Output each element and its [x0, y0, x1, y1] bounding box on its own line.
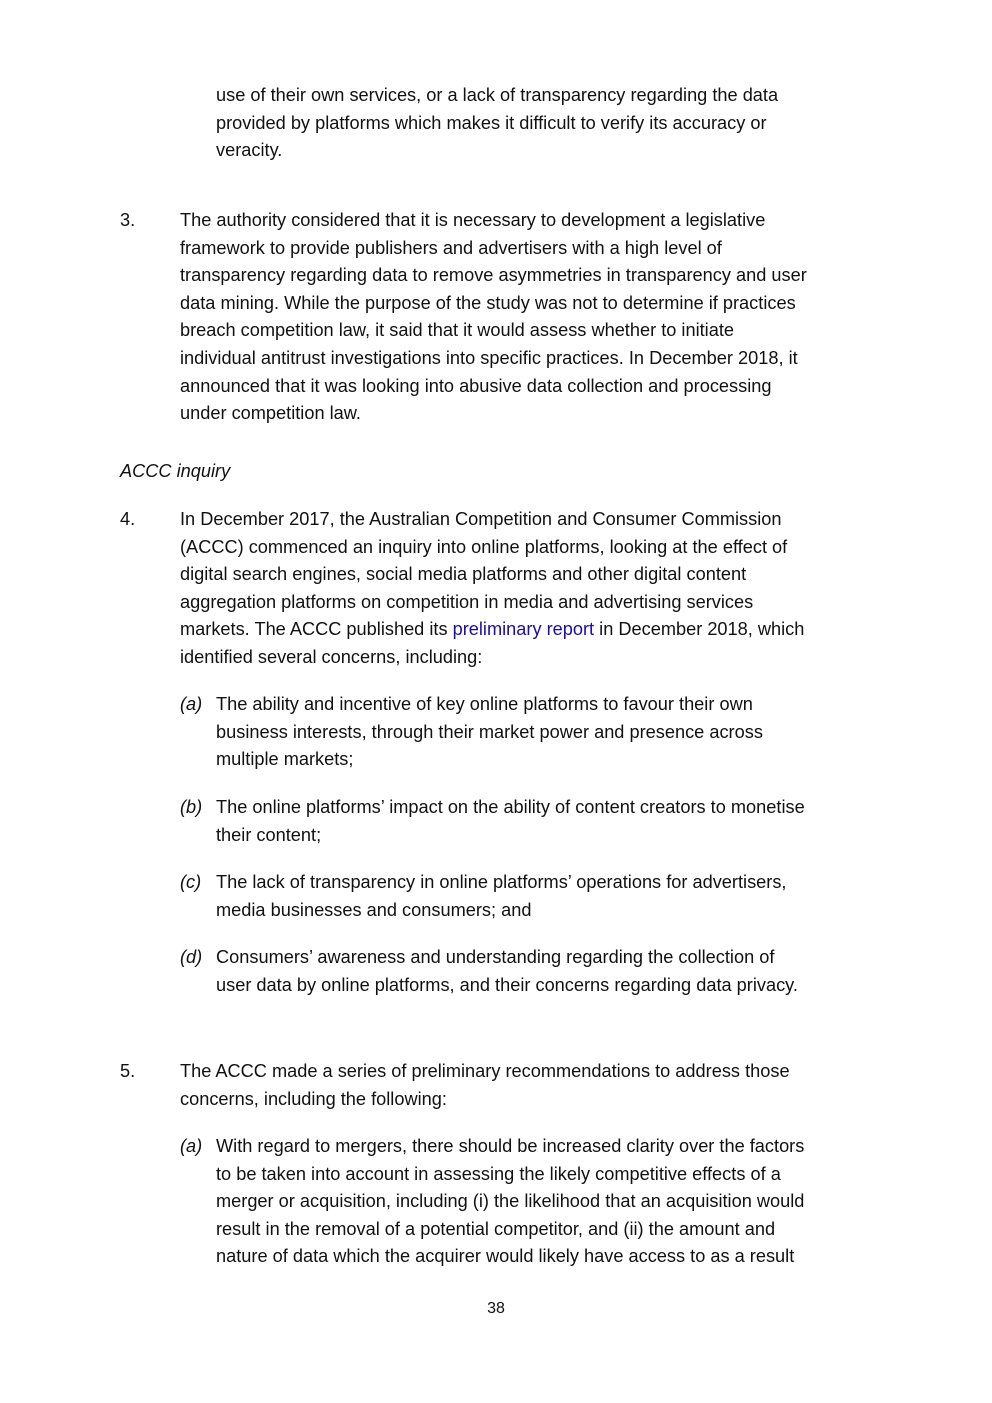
list-item	[216, 1133, 804, 1271]
text-line: their content;	[216, 824, 322, 845]
list-item	[216, 794, 805, 849]
paragraph-5	[180, 1058, 790, 1113]
text-line: nature of data which the acquirer would likely have access to as a result	[216, 1246, 795, 1267]
preliminary-report-link[interactable]: preliminary report	[452, 619, 595, 640]
text-line: announced that it was looking into abusive data collection and processing	[180, 375, 772, 396]
page-number: 38	[487, 1300, 505, 1317]
text-line: The online platforms’ impact on the ability of content creators to monetise	[216, 797, 805, 817]
text-line: The authority considered that it is necessary to development a legislative	[180, 210, 766, 230]
list-item	[216, 944, 798, 999]
paragraph-4	[180, 506, 804, 672]
text-line: framework to provide publishers and advertisers with a high level of	[180, 237, 722, 258]
text-line: multiple markets;	[216, 749, 354, 770]
text-line: transparency regarding data to remove asymmetries in transparency and user	[180, 265, 807, 286]
text-line: user data by online platforms, and their concerns regarding data privacy.	[216, 974, 798, 995]
text-line: concerns, including the following:	[180, 1088, 447, 1109]
text-line: In December 2017, the Australian Competition and Consumer Commission	[180, 509, 782, 529]
text-line: individual antitrust investigations into specific practices. In December 2018, it	[180, 347, 798, 368]
text-line: data mining. While the purpose of the study was not to determine if practices	[180, 292, 796, 313]
text-line: The ability and incentive of key online platforms to favour their own	[216, 694, 753, 714]
text-line: breach competition law, it said that it would assess whether to initiate	[180, 320, 734, 341]
text-fragment: in December 2018, which	[594, 619, 805, 640]
text-line: result in the removal of a potential competitor, and (ii) the amount and	[216, 1218, 776, 1239]
text-line: merger or acquisition, including (i) the likelihood that an acquisition would	[216, 1191, 805, 1212]
text-line: With regard to mergers, there should be increased clarity over the factors	[216, 1136, 805, 1156]
item-label: (d)	[180, 947, 203, 967]
list-item	[216, 869, 786, 924]
text-line: Consumers’ awareness and understanding regarding the collection of	[216, 947, 775, 967]
paragraph-number-3: 3.	[120, 210, 136, 230]
text-line: to be taken into account in assessing the likely competitive effects of a	[216, 1163, 781, 1184]
text-line: (ACCC) commenced an inquiry into online platforms, looking at the effect of	[180, 536, 788, 557]
text-line: use of their own services, or a lack of transparency regarding the data	[216, 85, 779, 105]
paragraph-number-4: 4.	[120, 509, 136, 529]
continuation-text	[216, 82, 778, 165]
text-line: identified several concerns, including:	[180, 646, 483, 667]
text-line: digital search engines, social media platforms and other digital content	[180, 564, 747, 585]
text-line: aggregation platforms on competition in media and advertising services	[180, 591, 754, 612]
text-line: veracity.	[216, 140, 283, 161]
text-line: provided by platforms which makes it difficult to verify its accuracy or	[216, 112, 767, 133]
text-line: media businesses and consumers; and	[216, 899, 532, 920]
text-line: under competition law.	[180, 403, 361, 424]
item-label: (b)	[180, 797, 203, 817]
text-line: The lack of transparency in online platforms’ operations for advertisers,	[216, 872, 787, 892]
item-label: (a)	[180, 694, 203, 714]
item-label: (a)	[180, 1136, 203, 1156]
paragraph-number-5: 5.	[120, 1061, 136, 1081]
section-heading: ACCC inquiry	[120, 461, 231, 481]
text-line: The ACCC made a series of preliminary recommendations to address those	[180, 1061, 790, 1081]
item-label: (c)	[180, 872, 202, 892]
text-line: business interests, through their market power and presence across	[216, 721, 763, 742]
text-fragment: markets. The ACCC published its	[180, 619, 453, 640]
list-item	[216, 691, 763, 774]
text-line	[180, 616, 804, 644]
paragraph-3	[180, 207, 807, 428]
